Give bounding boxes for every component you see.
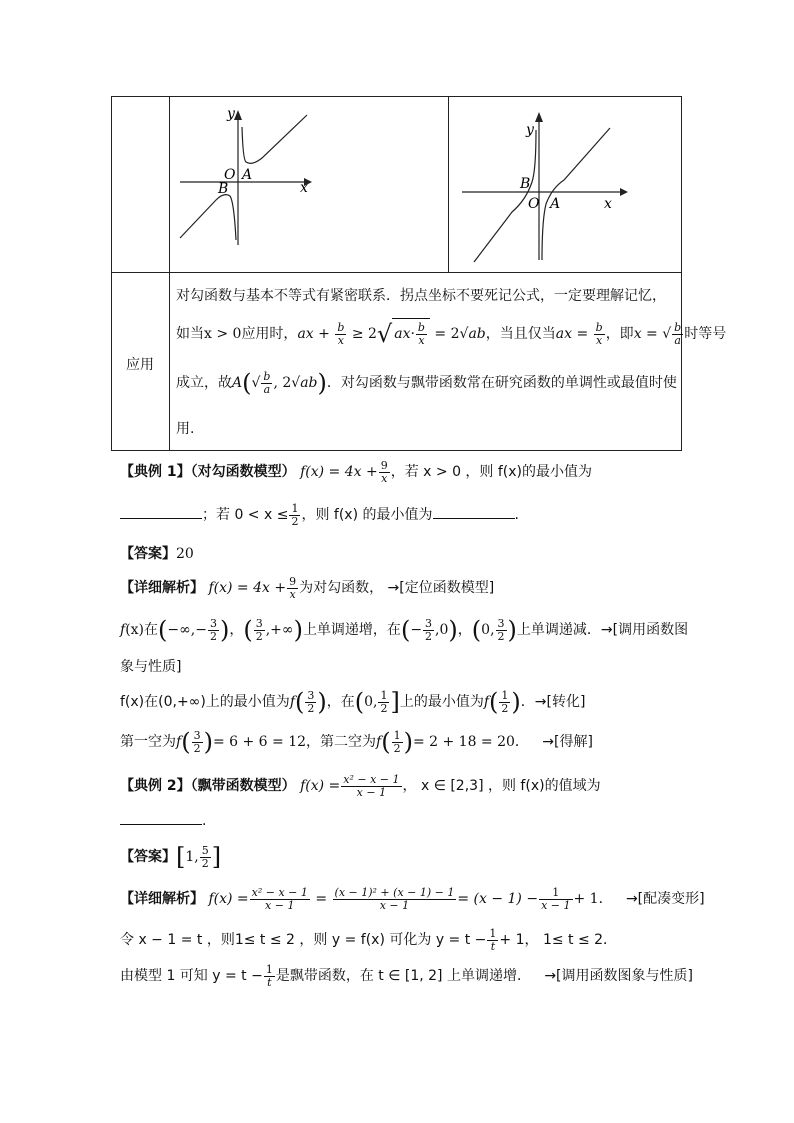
example1-line2: ；若 0 < x ≤ $\frac{1}{2}$ ，则 f(x) 的最小值为 .	[120, 500, 519, 530]
y-axis-label: y	[227, 106, 235, 122]
example1-analysis: 【详细解析】 f(x) = 4x + $\frac{9}{x}$ 为对勾函数， →[定位函数模型]	[120, 574, 495, 601]
origin-label: O	[528, 196, 540, 212]
example2-answer: 【答案】[1, $\frac{5}{2}$ ]	[120, 843, 222, 871]
application-line-4: 用.	[176, 421, 195, 437]
hook-function-graph	[172, 100, 444, 270]
example1-monotonic: f(x)在(−∞,− $\frac{3}{2}$ )，( $\frac{3}{2}$ ,+∞)上单调递增，在(− $\frac{3}{2}$ ,0)，(0, $\frac{3}{2}$ )上单调递减．→[调用函数图	[120, 616, 689, 644]
origin-label: O	[224, 167, 236, 183]
point-b-label: B	[520, 176, 531, 192]
example1-answer: 【答案】20	[120, 546, 194, 562]
example2-title: 【典例 2】（飘带函数模型） f(x) = $\frac{\text{x² − x − 1}}{x - 1}$ ， x ∈ [2,3] ，则 f(x)的值域为	[120, 772, 601, 799]
example2-substitution: 令 x − 1 = t ，则1≤ t ≤ 2 ，则 y = f(x) 可化为 y = t − $\frac{1}{t}$ + 1， 1≤ t ≤ 2．	[120, 926, 618, 953]
table-divider	[448, 96, 449, 272]
answer-blank	[120, 506, 202, 519]
example1-result: 第一空为f( $\frac{3}{2}$ )= 6 + 6 = 12，第二空为f( $\frac{1}{2}$ )= 2 + 18 = 20． →[得解]	[120, 728, 593, 756]
example2-model: 由模型 1 可知 y = t − $\frac{1}{t}$ 是飘带函数，在 t ∈ [1, 2] 上单调递增． →[调用函数图象与性质]	[120, 962, 693, 989]
x-axis-label: x	[300, 180, 308, 196]
application-line-1: 对勾函数与基本不等式有紧密联系．拐点坐标不要死记公式，一定要理解记忆，	[176, 288, 666, 304]
example2-analysis: 【详细解析】 f(x) = $\frac{\text{x² − x − 1}}{x - 1}$ = $\frac{\text{(x − 1)² + (x − 1) − 1}}{x - 1}$ = (x − 1) − $\frac{1}{x - 1}$ + 1． →[配凑变形]	[120, 885, 705, 912]
example1-title: 【典例 1】（对勾函数模型） f(x) = 4x + $\frac{9}{x}$ ，若 x > 0 ，则 f(x)的最小值为	[120, 458, 593, 485]
table-divider	[169, 96, 170, 451]
y-axis-label: y	[526, 122, 534, 138]
point-a-label: A	[242, 167, 253, 183]
example1-monotonic-cont: 象与性质]	[120, 659, 182, 675]
table-divider	[111, 272, 682, 273]
point-a-label: A	[550, 196, 561, 212]
application-line-2: 如当x > 0应用时，ax + $\frac{b}{x}$ ≥ 2√ ax· $\frac{b}{x}$ = 2√ab，当且仅当ax = $\frac{b}{x}$ ，即x = √ $\frac{b}{a}$ 时等号	[176, 320, 727, 348]
example2-blank-line: .	[120, 812, 206, 829]
x-axis-label: x	[604, 196, 612, 212]
answer-blank	[120, 812, 202, 825]
application-line-3: 成立，故A(√ $\frac{b}{a}$ , 2√ab)．对勾函数与飘带函数常在研究函数的单调性或最值时使	[176, 369, 677, 397]
row-label: 应用	[126, 357, 154, 373]
answer-blank	[433, 506, 515, 519]
point-b-label: B	[218, 181, 229, 197]
ribbon-function-graph	[452, 100, 678, 270]
example1-min: f(x)在(0,+∞)上的最小值为f( $\frac{3}{2}$ )，在(0, $\frac{1}{2}$ ]上的最小值为f( $\frac{1}{2}$ )．→[转化]	[120, 688, 586, 716]
